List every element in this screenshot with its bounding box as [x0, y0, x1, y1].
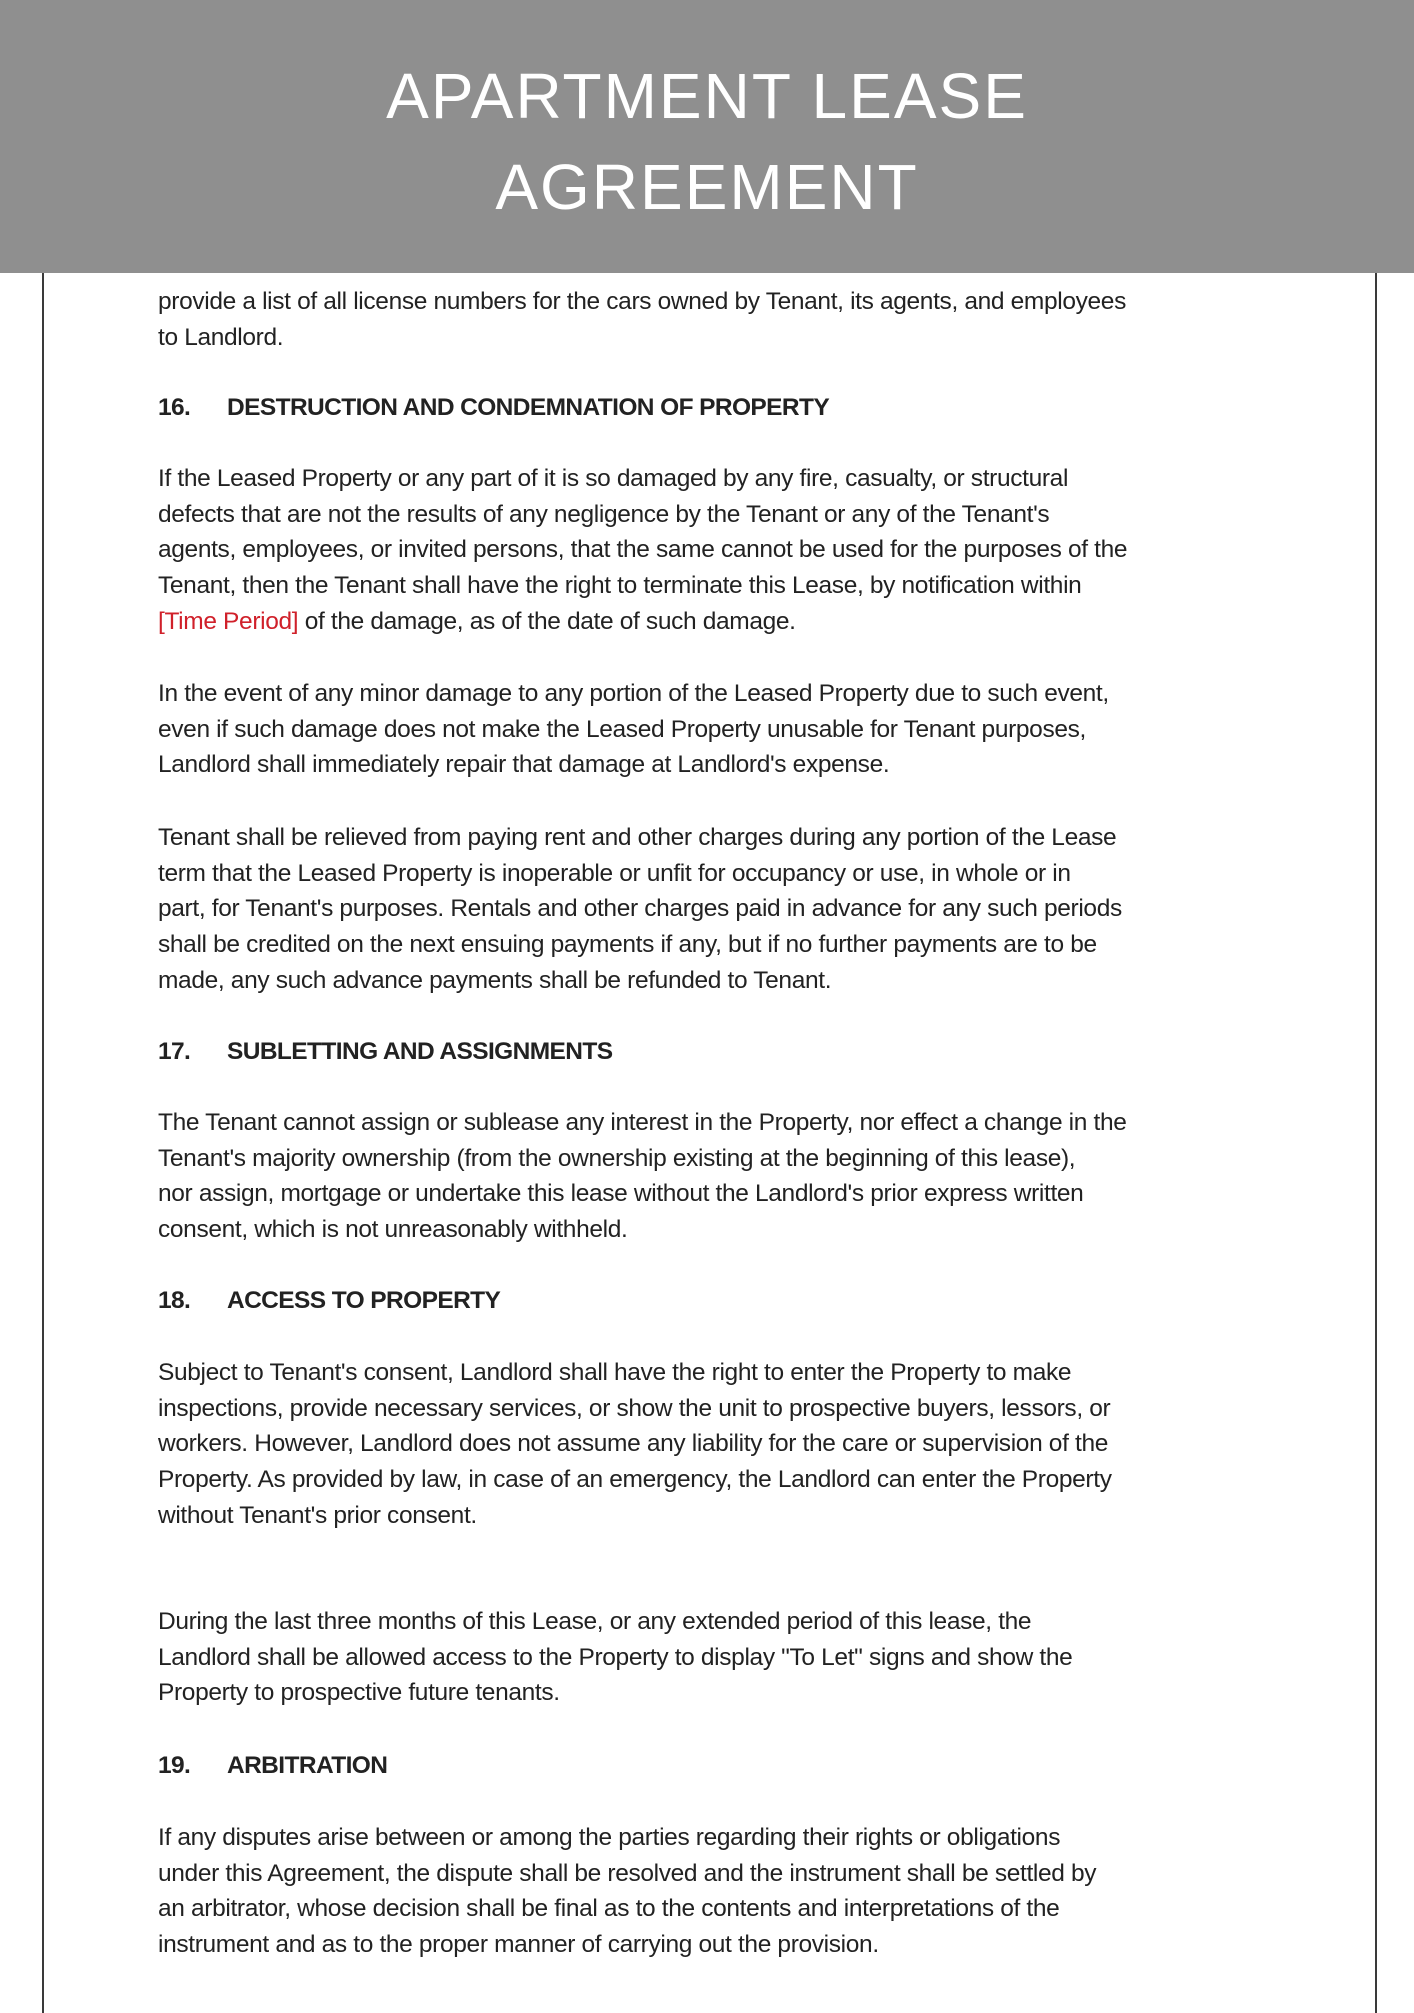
section-title: SUBLETTING AND ASSIGNMENTS — [227, 1038, 613, 1065]
section-number: 16. — [158, 394, 191, 421]
text-line: If any disputes arise between or among the parties regarding their rights or obligations — [158, 1824, 1061, 1851]
text-line: shall be credited on the next ensuing payments if any, but if no further payments are to be — [158, 931, 1097, 959]
section-title: ACCESS TO PROPERTY — [227, 1287, 501, 1314]
section-16-paragraph-3 — [158, 820, 1122, 999]
text-fragment: of the damage, as of the date of such damage. — [298, 607, 796, 635]
text-line: If the Leased Property or any part of it is so damaged by any fire, casualty, or structural — [158, 465, 1069, 492]
text-line: Tenant shall be relieved from paying rent and other charges during any portion of the Lease — [158, 824, 1117, 851]
section-18-paragraph-2 — [158, 1604, 1072, 1711]
text-line: In the event of any minor damage to any portion of the Leased Property due to such event, — [158, 680, 1109, 707]
text-line: provide a list of all license numbers for the cars owned by Tenant, its agents, and employees — [158, 288, 1126, 315]
section-18-heading — [158, 1283, 500, 1319]
section-19-paragraph-1 — [158, 1820, 1096, 1963]
title-line-2: AGREEMENT — [495, 151, 919, 223]
text-line: Tenant's majority ownership (from the ownership existing at the beginning of this lease), — [158, 1144, 1076, 1172]
text-line: even if such damage does not make the Leased Property unusable for Tenant purposes, — [158, 715, 1086, 743]
section-number: 17. — [158, 1038, 191, 1065]
text-line: Landlord shall immediately repair that damage at Landlord's expense. — [158, 751, 890, 779]
text-line: part, for Tenant's purposes. Rentals and other charges paid in advance for any such periods — [158, 895, 1122, 923]
text-line: nor assign, mortgage or undertake this lease without the Landlord's prior express written — [158, 1180, 1084, 1208]
section-number: 18. — [158, 1287, 191, 1314]
text-line: Tenant, then the Tenant shall have the right to terminate this Lease, by notification within — [158, 572, 1082, 600]
text-line: Landlord shall be allowed access to the Property to display "To Let" signs and show the — [158, 1643, 1073, 1671]
time-period-placeholder[interactable]: [Time Period] — [158, 607, 299, 635]
text-line: During the last three months of this Lease, or any extended period of this lease, the — [158, 1608, 1032, 1635]
text-line: without Tenant's prior consent. — [158, 1501, 477, 1529]
text-line: inspections, provide necessary services, or show the unit to prospective buyers, lessors, or — [158, 1394, 1111, 1422]
text-line: defects that are not the results of any negligence by the Tenant or any of the Tenant's — [158, 500, 1050, 528]
section-17-heading — [158, 1034, 612, 1070]
text-line — [158, 604, 1127, 640]
text-line: Property. As provided by law, in case of an emergency, the Landlord can enter the Property — [158, 1466, 1112, 1494]
section-16-paragraph-1 — [158, 461, 1127, 640]
text-line: workers. However, Landlord does not assume any liability for the care or supervision of the — [158, 1430, 1109, 1458]
section-17-paragraph-1 — [158, 1105, 1127, 1248]
section-16-heading — [158, 390, 829, 426]
title-banner — [0, 0, 1414, 273]
text-line: consent, which is not unreasonably withheld. — [158, 1216, 628, 1244]
section-16-paragraph-2 — [158, 676, 1109, 783]
text-line: Property to prospective future tenants. — [158, 1679, 560, 1707]
section-title: ARBITRATION — [227, 1752, 388, 1779]
title-line-1: APARTMENT LEASE — [386, 60, 1028, 132]
text-line: made, any such advance payments shall be refunded to Tenant. — [158, 966, 832, 994]
text-line: instrument and as to the proper manner of carrying out the provision. — [158, 1931, 879, 1959]
section-19-heading — [158, 1748, 387, 1784]
text-line: an arbitrator, whose decision shall be final as to the contents and interpretations of the — [158, 1895, 1060, 1923]
intro-paragraph — [158, 284, 1126, 355]
text-line: Subject to Tenant's consent, Landlord shall have the right to enter the Property to make — [158, 1359, 1072, 1386]
text-line: The Tenant cannot assign or sublease any interest in the Property, nor effect a change in the — [158, 1109, 1127, 1136]
text-line: agents, employees, or invited persons, that the same cannot be used for the purposes of the — [158, 536, 1128, 564]
text-line: term that the Leased Property is inoperable or unfit for occupancy or use, in whole or in — [158, 859, 1071, 887]
section-number: 19. — [158, 1752, 191, 1779]
section-title: DESTRUCTION AND CONDEMNATION OF PROPERTY — [227, 394, 830, 421]
text-line: to Landlord. — [158, 323, 284, 351]
text-line: under this Agreement, the dispute shall be resolved and the instrument shall be settled by — [158, 1859, 1097, 1887]
section-18-paragraph-1 — [158, 1355, 1112, 1534]
